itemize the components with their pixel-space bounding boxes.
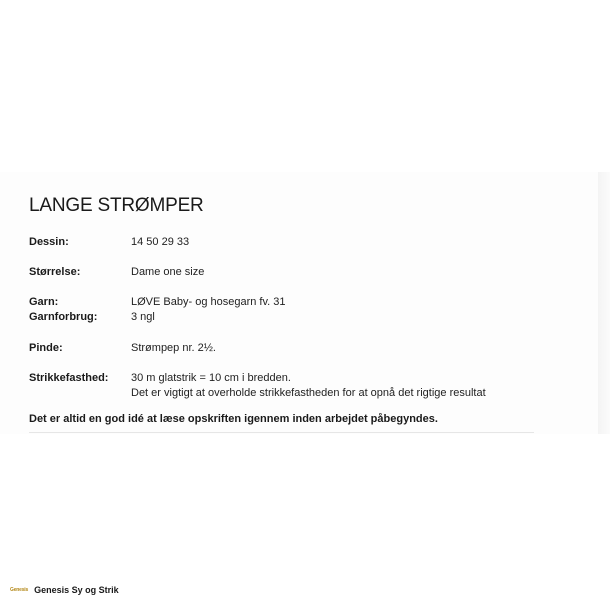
size-label: Størrelse: xyxy=(29,266,81,278)
gauge-label: Strikkefasthed: xyxy=(29,372,109,384)
size-value: Dame one size xyxy=(131,266,205,278)
brand-name: Genesis Sy og Strik xyxy=(34,585,119,595)
dessin-label: Dessin: xyxy=(29,236,69,248)
pattern-title: LANGE STRØMPER xyxy=(29,195,204,216)
scan-edge xyxy=(598,172,610,434)
yarn-label: Garn: xyxy=(29,296,59,308)
gauge-value: 30 m glatstrik = 10 cm i bredden. xyxy=(131,372,291,384)
gauge-note: Det er vigtigt at overholde strikkefastheden for at opnå det rigtige resultat xyxy=(131,387,486,399)
divider xyxy=(29,432,534,433)
yarn-usage-value: 3 ngl xyxy=(131,311,155,323)
yarn-usage-label: Garnforbrug: xyxy=(29,311,98,323)
brand-footer xyxy=(10,585,119,595)
needles-value: Strømpep nr. 2½. xyxy=(131,342,216,354)
yarn-value: LØVE Baby- og hosegarn fv. 31 xyxy=(131,296,286,308)
needles-label: Pinde: xyxy=(29,342,63,354)
read-pattern-note: Det er altid en god idé at læse opskriften igennem inden arbejdet påbegyndes. xyxy=(29,413,438,425)
brand-logo-icon: Genesis xyxy=(10,587,29,593)
dessin-value: 14 50 29 33 xyxy=(131,236,190,248)
